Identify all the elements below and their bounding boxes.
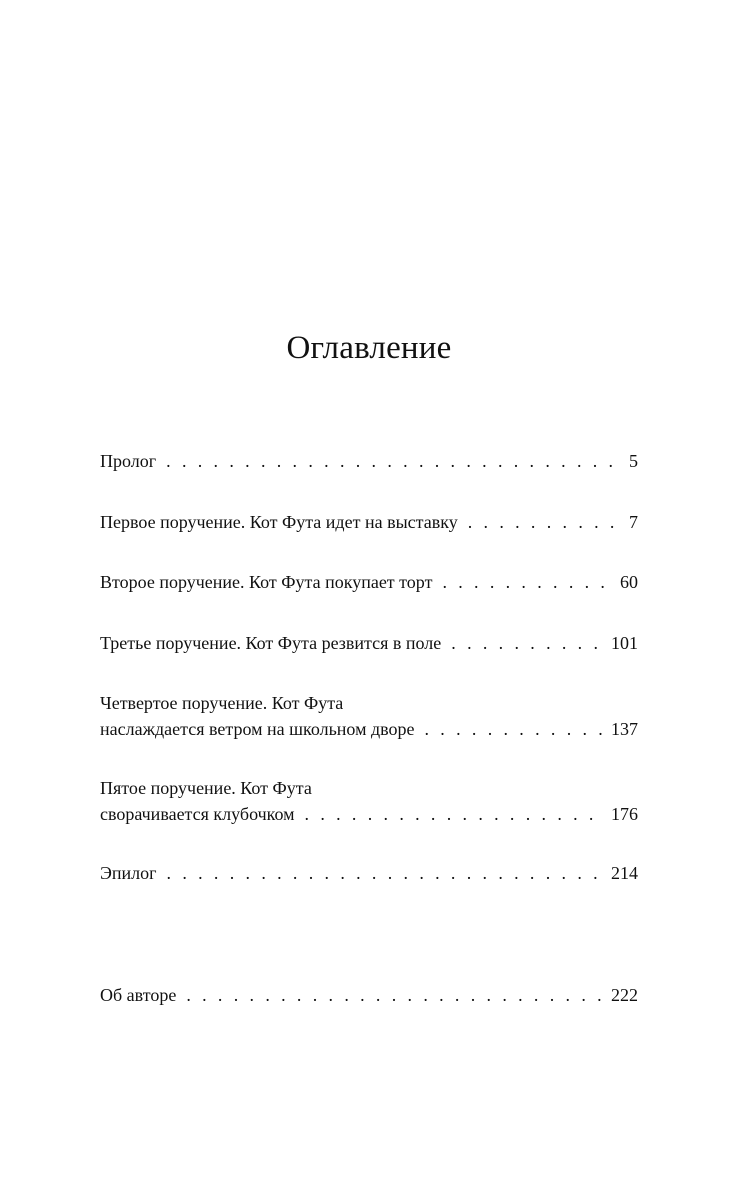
toc-page-number: 222 (611, 985, 638, 1005)
toc-entry-row (100, 801, 638, 827)
toc-entry-title-line: Четвертое поручение. Кот Фута (100, 693, 344, 713)
toc-page-number: 7 (629, 512, 638, 532)
toc-entry-row (100, 509, 638, 535)
toc-entry-label: Эпилог (100, 863, 157, 883)
toc-entry-chapter-5 (100, 775, 638, 827)
toc-entry-row (100, 860, 638, 886)
dot-leader (451, 630, 605, 656)
toc-entry-row (100, 630, 638, 656)
toc-entry-chapter-2 (100, 569, 638, 595)
toc-page-number: 5 (629, 451, 638, 471)
toc-page-number: 137 (611, 719, 638, 739)
toc-entry-label: наслаждается ветром на школьном дворе (100, 719, 415, 739)
dot-leader (166, 448, 614, 474)
toc-entry-label: Об авторе (100, 985, 177, 1005)
toc-entry-chapter-1 (100, 509, 638, 535)
toc-entry-prologue (100, 448, 638, 474)
toc-entry-label: Третье поручение. Кот Фута резвится в поле (100, 633, 442, 653)
dot-leader (425, 716, 606, 742)
toc-page-number: 176 (611, 804, 638, 824)
toc-entry-label: Пролог (100, 451, 157, 471)
dot-leader (305, 801, 605, 827)
dot-leader (186, 982, 605, 1008)
toc-entry-epilogue (100, 860, 638, 886)
toc-entry-label: сворачивается клубочком (100, 804, 295, 824)
toc-page-number: 101 (611, 633, 638, 653)
toc-entry-about-author (100, 982, 638, 1008)
toc-entry-title-line: Пятое поручение. Кот Фута (100, 778, 312, 798)
page-title: Оглавление (286, 330, 452, 366)
toc-entry-chapter-3 (100, 630, 638, 656)
toc-entry-row (100, 716, 638, 742)
toc-entry-row (100, 448, 638, 474)
toc-entry-row (100, 569, 638, 595)
toc-entry-label: Второе поручение. Кот Фута покупает торт (100, 572, 433, 592)
toc-page-number: 214 (611, 863, 638, 883)
toc-entry-row (100, 982, 638, 1008)
dot-leader (167, 860, 605, 886)
dot-leader (442, 569, 614, 595)
toc-page-number: 60 (620, 572, 638, 592)
dot-leader (468, 509, 614, 535)
toc-entry-label: Первое поручение. Кот Фута идет на выставку (100, 512, 458, 532)
toc-entry-chapter-4 (100, 690, 638, 742)
